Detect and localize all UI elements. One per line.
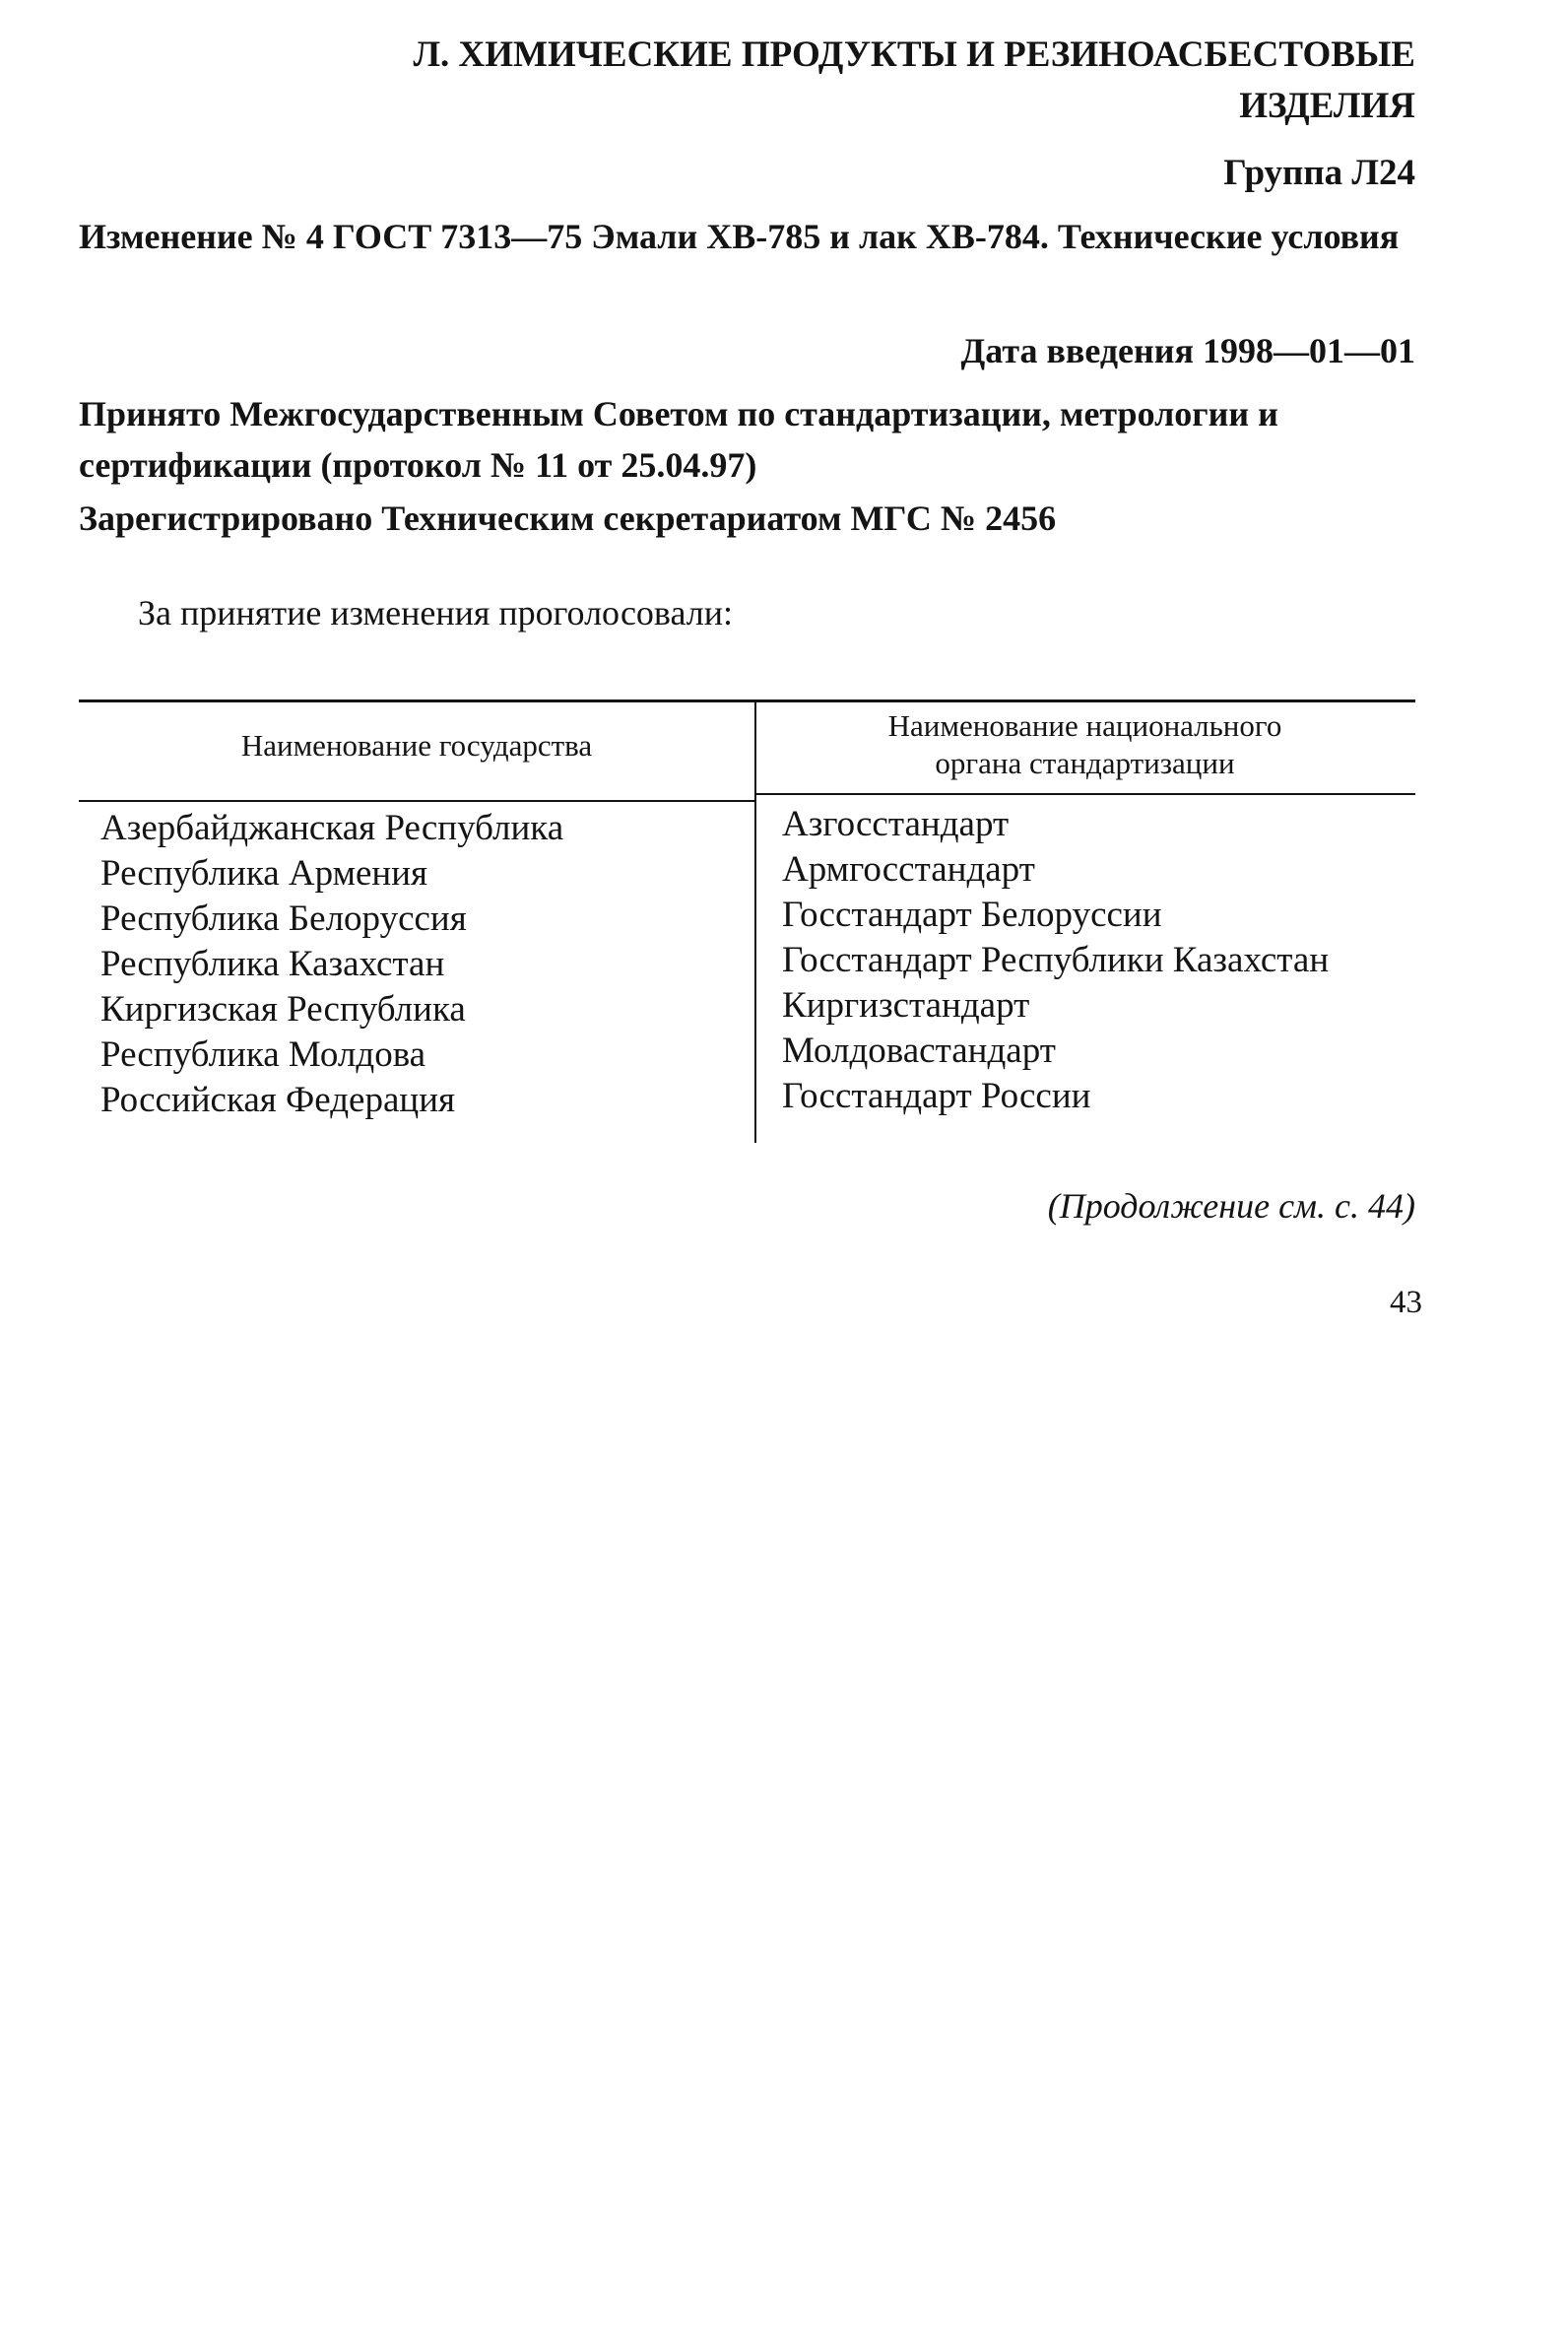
section-title — [79, 30, 1415, 132]
table-header-rule-right — [754, 793, 1415, 795]
state-cell: Республика Молдова — [100, 1034, 426, 1075]
registration-note: Зарегистрировано Техническим секретариатом МГС № 2456 — [79, 499, 1057, 538]
voted-intro: За принятие изменения проголосовали: — [138, 593, 733, 632]
standards-body-cell: Госстандарт России — [782, 1076, 1091, 1116]
continuation-note: (Продолжение см. с. 44) — [1047, 1186, 1415, 1226]
standards-body-cell: Киргизстандарт — [782, 985, 1030, 1026]
column-header-state: Наименование государства — [240, 728, 593, 763]
standards-body-cell: Армгосстандарт — [782, 849, 1035, 890]
state-cell: Азербайджанская Республика — [100, 808, 564, 848]
introduction-date: Дата введения 1998—01—01 — [960, 331, 1415, 370]
state-cell: Республика Армения — [100, 853, 428, 894]
page-number: 43 — [1390, 1285, 1422, 1320]
table-header-rule-left — [79, 800, 754, 802]
group-code: Группа Л24 — [1223, 153, 1415, 193]
table-top-rule — [79, 699, 1415, 702]
column-header-standards-body-line-1: Наименование национального — [887, 708, 1282, 743]
state-column — [100, 806, 563, 1123]
column-header-standards-body-line-2: органа стандартизации — [935, 746, 1235, 780]
state-cell: Республика Белоруссия — [100, 899, 467, 939]
standards-body-cell: Госстандарт Республики Казахстан — [782, 940, 1330, 980]
section-title-line-1: Л. ХИМИЧЕСКИЕ ПРОДУКТЫ И РЕЗИНОАСБЕСТОВЫЕ — [413, 34, 1415, 75]
section-title-line-2: ИЗДЕЛИЯ — [1239, 86, 1415, 126]
column-header-standards-body — [754, 707, 1415, 782]
standards-body-column — [782, 802, 1329, 1119]
standards-body-cell: Госстандарт Белоруссии — [782, 895, 1162, 935]
standards-body-cell: Азгосстандарт — [782, 804, 1010, 844]
state-cell: Российская Федерация — [100, 1080, 456, 1120]
standards-body-cell: Молдовастандарт — [782, 1031, 1056, 1071]
state-cell: Республика Казахстан — [100, 944, 445, 984]
change-title: Изменение № 4 ГОСТ 7313—75 Эмали ХВ-785 и лак ХВ-784. Технические условия — [79, 217, 1400, 256]
accepted-by: Принято Межгосударственным Советом по стандартизации, метрологии и сертификации (протокол № 11 от 25.04.97) — [79, 394, 1278, 485]
state-cell: Киргизская Республика — [100, 989, 466, 1030]
